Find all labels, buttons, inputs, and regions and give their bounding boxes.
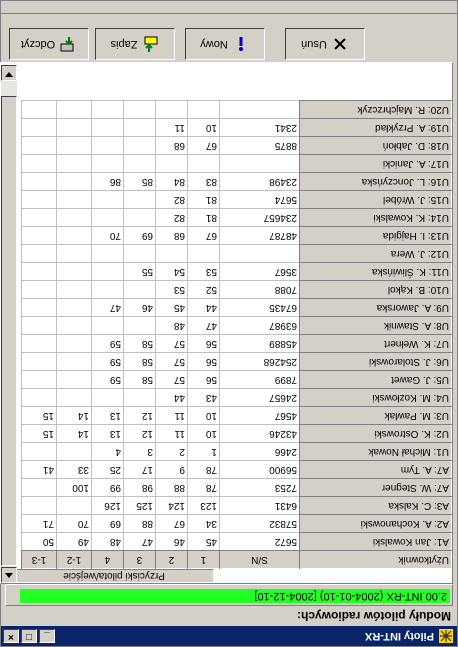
table-row[interactable] xyxy=(22,497,452,515)
table-cell[interactable]: 48787 xyxy=(220,227,300,245)
table-cell[interactable]: 10 xyxy=(188,119,220,137)
table-cell[interactable]: 124 xyxy=(156,497,188,515)
table-cell[interactable]: 43246 xyxy=(220,425,300,443)
scroll-down-button[interactable] xyxy=(1,65,17,81)
info-icon xyxy=(232,35,250,53)
table-cell[interactable] xyxy=(57,497,92,515)
table-row[interactable] xyxy=(22,101,452,119)
table-cell[interactable] xyxy=(57,119,92,137)
table-cell[interactable]: 15 xyxy=(22,407,57,425)
table-row[interactable] xyxy=(22,137,452,155)
table-cell[interactable]: 126 xyxy=(92,497,124,515)
table-cell[interactable] xyxy=(124,101,156,119)
table-cell[interactable]: 2341 xyxy=(220,119,300,137)
table-cell[interactable]: 7088 xyxy=(220,281,300,299)
table-cell[interactable] xyxy=(156,245,188,263)
row-user-name[interactable]: U16: L. Jonczyńska xyxy=(300,173,452,191)
table-cell[interactable]: 56 xyxy=(188,371,220,389)
table-cell[interactable] xyxy=(57,245,92,263)
table-cell[interactable] xyxy=(124,317,156,335)
table-cell[interactable]: 123 xyxy=(188,497,220,515)
table-cell[interactable]: 55 xyxy=(124,263,156,281)
table-cell[interactable] xyxy=(92,119,124,137)
table-cell[interactable]: 47 xyxy=(92,299,124,317)
table-cell[interactable]: 12 xyxy=(124,425,156,443)
table-cell[interactable]: 1 xyxy=(188,443,220,461)
scroll-thumb[interactable] xyxy=(1,96,17,566)
table-cell[interactable]: 59 xyxy=(92,371,124,389)
status-panel xyxy=(5,584,453,606)
write-icon xyxy=(141,35,159,53)
table-cell[interactable]: 11 xyxy=(156,407,188,425)
table-cell[interactable]: 58 xyxy=(124,353,156,371)
table-cell[interactable]: 83 xyxy=(188,173,220,191)
table-cell[interactable] xyxy=(22,299,57,317)
table-cell[interactable]: 54 xyxy=(156,263,188,281)
table-cell[interactable]: 82 xyxy=(156,191,188,209)
table-cell[interactable] xyxy=(57,353,92,371)
maximize-button[interactable]: □ xyxy=(21,629,37,643)
table-cell[interactable]: 4567 xyxy=(220,407,300,425)
table-cell[interactable]: 6431 xyxy=(220,497,300,515)
table-cell[interactable] xyxy=(92,155,124,173)
table-cell[interactable] xyxy=(57,371,92,389)
row-user-name[interactable]: A2: A. Kochanowski xyxy=(300,515,452,533)
vertical-scrollbar[interactable] xyxy=(1,65,17,583)
app-icon xyxy=(439,629,453,643)
row-user-name[interactable]: A7: A. Tym xyxy=(300,461,452,479)
row-user-name[interactable]: U1: Michał Nowak xyxy=(300,443,452,461)
column-header[interactable]: Użytkownik xyxy=(300,551,452,569)
users-grid[interactable] xyxy=(0,62,453,584)
column-header[interactable]: 4 xyxy=(92,551,124,569)
table-cell[interactable] xyxy=(22,101,57,119)
table-cell[interactable] xyxy=(57,173,92,191)
table-cell[interactable]: 82 xyxy=(156,209,188,227)
column-header[interactable]: S/N xyxy=(220,551,300,569)
table-cell[interactable] xyxy=(124,281,156,299)
table-cell[interactable]: 50 xyxy=(22,533,57,551)
table-cell[interactable] xyxy=(22,155,57,173)
table-cell[interactable]: 10 xyxy=(188,407,220,425)
table-cell[interactable]: 13 xyxy=(92,425,124,443)
table-row[interactable] xyxy=(22,119,452,137)
table-cell[interactable] xyxy=(22,263,57,281)
row-user-name[interactable]: U20: R. Majchrzczyk xyxy=(300,101,452,119)
table-cell[interactable]: 14 xyxy=(57,425,92,443)
row-user-name[interactable]: A1: Jan Kowalski xyxy=(300,533,452,551)
new-label: Nowy xyxy=(200,38,228,50)
table-cell[interactable]: 3 xyxy=(124,443,156,461)
table-cell[interactable]: 67 xyxy=(188,227,220,245)
table-cell[interactable] xyxy=(92,317,124,335)
users-table[interactable] xyxy=(21,100,452,569)
table-cell[interactable]: 125 xyxy=(124,497,156,515)
table-cell[interactable]: 70 xyxy=(57,515,92,533)
table-cell[interactable] xyxy=(188,155,220,173)
minimize-button[interactable]: _ xyxy=(39,629,55,643)
row-user-name[interactable]: U13: I. Hajgida xyxy=(300,227,452,245)
table-cell[interactable]: 70 xyxy=(92,227,124,245)
write-label: Zapis xyxy=(110,38,138,50)
row-user-name[interactable]: A7: W. Stegner xyxy=(300,479,452,497)
table-row[interactable] xyxy=(22,299,452,317)
table-cell[interactable] xyxy=(124,137,156,155)
table-cell[interactable] xyxy=(57,209,92,227)
table-cell[interactable]: 44 xyxy=(188,299,220,317)
table-cell[interactable] xyxy=(22,191,57,209)
table-cell[interactable]: 63987 xyxy=(220,317,300,335)
table-cell[interactable]: 47 xyxy=(124,533,156,551)
table-cell[interactable] xyxy=(156,101,188,119)
table-cell[interactable]: 57832 xyxy=(220,515,300,533)
table-cell[interactable]: 71 xyxy=(22,515,57,533)
table-cell[interactable]: 23498 xyxy=(220,173,300,191)
title-bar[interactable] xyxy=(1,626,457,646)
table-cell[interactable]: 254268 xyxy=(220,353,300,371)
table-cell[interactable] xyxy=(22,353,57,371)
table-cell[interactable]: 5674 xyxy=(220,191,300,209)
table-cell[interactable]: 53 xyxy=(156,281,188,299)
table-cell[interactable] xyxy=(22,119,57,137)
table-row[interactable] xyxy=(22,371,452,389)
table-cell[interactable]: 7253 xyxy=(220,479,300,497)
table-row[interactable] xyxy=(22,479,452,497)
table-cell[interactable] xyxy=(22,479,57,497)
table-cell[interactable] xyxy=(124,155,156,173)
table-row[interactable] xyxy=(22,317,452,335)
table-cell[interactable]: 25 xyxy=(92,461,124,479)
table-cell[interactable]: 10 xyxy=(188,425,220,443)
arrow-up-icon xyxy=(5,573,13,579)
table-cell[interactable] xyxy=(124,245,156,263)
table-cell[interactable]: 7899 xyxy=(220,371,300,389)
table-cell[interactable]: 81 xyxy=(188,209,220,227)
row-user-name[interactable]: U18: D. Jabłoń xyxy=(300,137,452,155)
row-user-name[interactable]: U6: J. Stolarowski xyxy=(300,353,452,371)
table-cell[interactable]: 24657 xyxy=(220,389,300,407)
table-cell[interactable]: 56 xyxy=(188,353,220,371)
scroll-up-button[interactable] xyxy=(1,567,17,583)
table-cell[interactable]: 43 xyxy=(188,389,220,407)
table-cell[interactable] xyxy=(22,443,57,461)
header-row xyxy=(22,551,452,569)
table-cell[interactable]: 53 xyxy=(188,263,220,281)
table-cell[interactable] xyxy=(22,371,57,389)
delete-label: Usuń xyxy=(301,38,327,50)
table-cell[interactable]: 59 xyxy=(92,353,124,371)
table-cell[interactable] xyxy=(57,281,92,299)
row-user-name[interactable]: U17: A. Janicki xyxy=(300,155,452,173)
table-cell[interactable]: 57 xyxy=(156,371,188,389)
table-cell[interactable] xyxy=(124,389,156,407)
table-cell[interactable] xyxy=(92,191,124,209)
read-icon xyxy=(59,35,77,53)
table-cell[interactable]: 11 xyxy=(156,425,188,443)
table-cell[interactable] xyxy=(57,137,92,155)
table-cell[interactable] xyxy=(22,281,57,299)
table-cell[interactable]: 56900 xyxy=(220,461,300,479)
table-row[interactable] xyxy=(22,335,452,353)
table-cell[interactable]: 86 xyxy=(92,173,124,191)
table-cell[interactable]: 98 xyxy=(124,479,156,497)
table-cell[interactable]: 57 xyxy=(156,335,188,353)
table-cell[interactable] xyxy=(92,101,124,119)
table-cell[interactable] xyxy=(92,389,124,407)
table-cell[interactable]: 69 xyxy=(92,515,124,533)
table-cell[interactable] xyxy=(92,281,124,299)
row-user-name[interactable]: U19: A. Przykład xyxy=(300,119,452,137)
status-bar: 2.00 INT-RX (2004-01-10) [2004-12-10] xyxy=(20,589,450,603)
row-user-name[interactable]: A3: C. Kalska xyxy=(300,497,452,515)
table-cell[interactable] xyxy=(22,209,57,227)
table-cell[interactable]: 67 xyxy=(188,137,220,155)
table-cell[interactable]: 15 xyxy=(22,425,57,443)
table-cell[interactable] xyxy=(188,245,220,263)
table-cell[interactable] xyxy=(220,155,300,173)
table-row[interactable] xyxy=(22,425,452,443)
table-cell[interactable]: 100 xyxy=(57,479,92,497)
table-cell[interactable]: 48 xyxy=(156,317,188,335)
table-cell[interactable]: 68 xyxy=(156,137,188,155)
table-cell[interactable]: 84 xyxy=(156,173,188,191)
row-user-name[interactable]: U11: K. Śliwińska xyxy=(300,263,452,281)
table-cell[interactable]: 85 xyxy=(124,173,156,191)
table-cell[interactable]: 9 xyxy=(156,461,188,479)
table-cell[interactable]: 58 xyxy=(124,371,156,389)
table-cell[interactable]: 67 xyxy=(156,515,188,533)
table-cell[interactable] xyxy=(92,137,124,155)
table-cell[interactable]: 46 xyxy=(156,533,188,551)
bottom-strip xyxy=(1,1,457,14)
table-cell[interactable] xyxy=(22,227,57,245)
table-cell[interactable] xyxy=(22,137,57,155)
table-cell[interactable] xyxy=(57,227,92,245)
read-label: Odczyt xyxy=(20,38,56,50)
row-user-name[interactable]: U4: M. Kozłowski xyxy=(300,389,452,407)
table-row[interactable] xyxy=(22,281,452,299)
table-cell[interactable]: 8875 xyxy=(220,137,300,155)
table-cell[interactable] xyxy=(92,245,124,263)
row-user-name[interactable]: U2: K. Ostrowski xyxy=(300,425,452,443)
table-cell[interactable]: 2 xyxy=(156,443,188,461)
table-cell[interactable] xyxy=(156,155,188,173)
table-cell[interactable]: 57 xyxy=(156,353,188,371)
column-header[interactable]: 1-3 xyxy=(22,551,57,569)
table-cell[interactable] xyxy=(57,389,92,407)
table-row[interactable] xyxy=(22,515,452,533)
table-cell[interactable]: 45889 xyxy=(220,335,300,353)
column-header[interactable]: 1-2 xyxy=(57,551,92,569)
delete-x-icon xyxy=(331,35,349,53)
table-cell[interactable] xyxy=(57,335,92,353)
column-header[interactable]: 1 xyxy=(188,551,220,569)
table-cell[interactable] xyxy=(57,155,92,173)
table-cell[interactable]: 52 xyxy=(188,281,220,299)
table-cell[interactable] xyxy=(57,317,92,335)
table-cell[interactable]: 3567 xyxy=(220,263,300,281)
row-user-name[interactable]: U14: K. Kowalski xyxy=(300,209,452,227)
table-cell[interactable] xyxy=(124,191,156,209)
table-cell[interactable] xyxy=(22,245,57,263)
table-cell[interactable]: 78 xyxy=(188,479,220,497)
table-cell[interactable]: 47 xyxy=(188,317,220,335)
section-label: Moduły pilotów radiowych: xyxy=(297,609,451,623)
table-row[interactable] xyxy=(22,353,452,371)
toolbar xyxy=(5,18,453,60)
table-cell[interactable] xyxy=(57,299,92,317)
table-row[interactable] xyxy=(22,191,452,209)
table-cell[interactable]: 56 xyxy=(188,335,220,353)
table-cell[interactable] xyxy=(188,101,220,119)
row-user-name[interactable]: U10: B. Kąkol xyxy=(300,281,452,299)
table-cell[interactable]: 4 xyxy=(92,443,124,461)
table-cell[interactable]: 78 xyxy=(188,461,220,479)
table-cell[interactable] xyxy=(22,335,57,353)
row-user-name[interactable]: U9: A. Jaworska xyxy=(300,299,452,317)
table-cell[interactable]: 99 xyxy=(92,479,124,497)
table-cell[interactable]: 81 xyxy=(188,191,220,209)
table-cell[interactable] xyxy=(57,263,92,281)
read-button[interactable] xyxy=(9,28,89,60)
table-cell[interactable] xyxy=(22,389,57,407)
table-cell[interactable] xyxy=(22,497,57,515)
table-cell[interactable]: 14 xyxy=(57,407,92,425)
table-cell[interactable]: 234657 xyxy=(220,209,300,227)
window-title: Piloty INT-RX xyxy=(364,630,434,642)
table-row[interactable] xyxy=(22,209,452,227)
table-cell[interactable]: 58 xyxy=(124,335,156,353)
table-cell[interactable]: 69 xyxy=(124,227,156,245)
table-row[interactable] xyxy=(22,389,452,407)
table-cell[interactable] xyxy=(22,317,57,335)
table-cell[interactable]: 34 xyxy=(188,515,220,533)
close-button[interactable]: × xyxy=(3,629,19,643)
table-row[interactable] xyxy=(22,155,452,173)
table-cell[interactable] xyxy=(92,209,124,227)
table-row[interactable] xyxy=(22,227,452,245)
table-cell[interactable]: 59 xyxy=(92,335,124,353)
table-cell[interactable]: 41 xyxy=(22,461,57,479)
table-cell[interactable]: 33 xyxy=(57,461,92,479)
table-cell[interactable]: 5672 xyxy=(220,533,300,551)
arrow-down-icon xyxy=(5,71,13,77)
table-row[interactable] xyxy=(22,407,452,425)
table-cell[interactable]: 48 xyxy=(92,533,124,551)
table-row[interactable] xyxy=(22,533,452,551)
table-cell[interactable] xyxy=(57,443,92,461)
row-user-name[interactable]: U15: J. Wróbel xyxy=(300,191,452,209)
table-cell[interactable]: 45 xyxy=(188,533,220,551)
table-row[interactable] xyxy=(22,173,452,191)
table-cell[interactable]: 17 xyxy=(124,461,156,479)
table-row[interactable] xyxy=(22,443,452,461)
table-cell[interactable] xyxy=(220,245,300,263)
table-cell[interactable] xyxy=(57,191,92,209)
table-cell[interactable] xyxy=(124,119,156,137)
table-cell[interactable]: 45 xyxy=(156,299,188,317)
table-cell[interactable]: 13 xyxy=(92,407,124,425)
column-header[interactable]: 2 xyxy=(156,551,188,569)
table-cell[interactable] xyxy=(57,101,92,119)
column-header[interactable]: 3 xyxy=(124,551,156,569)
table-cell[interactable]: 88 xyxy=(156,479,188,497)
table-cell[interactable]: 46 xyxy=(124,299,156,317)
table-cell[interactable]: 11 xyxy=(156,119,188,137)
table-cell[interactable]: 2466 xyxy=(220,443,300,461)
table-cell[interactable]: 44 xyxy=(156,389,188,407)
table-cell[interactable] xyxy=(22,173,57,191)
table-cell[interactable] xyxy=(124,209,156,227)
row-user-name[interactable]: U5: J. Gawet xyxy=(300,371,452,389)
delete-button[interactable] xyxy=(285,28,365,60)
table-row[interactable] xyxy=(22,245,452,263)
row-user-name[interactable]: U3: M. Pawlak xyxy=(300,407,452,425)
table-cell[interactable]: 68 xyxy=(156,227,188,245)
table-cell[interactable]: 88 xyxy=(124,515,156,533)
table-row[interactable] xyxy=(22,263,452,281)
group-header: Przyciski pilota/wejście xyxy=(14,569,214,583)
table-cell[interactable]: 67435 xyxy=(220,299,300,317)
table-row[interactable] xyxy=(22,461,452,479)
row-user-name[interactable]: U8: A. Stawnik xyxy=(300,317,452,335)
row-user-name[interactable]: U12: J. Wera xyxy=(300,245,452,263)
table-cell[interactable] xyxy=(220,101,300,119)
row-user-name[interactable]: U7: K. Wełnert xyxy=(300,335,452,353)
new-button[interactable] xyxy=(185,28,265,60)
write-button[interactable] xyxy=(95,28,175,60)
table-cell[interactable]: 12 xyxy=(124,407,156,425)
table-cell[interactable]: 49 xyxy=(57,533,92,551)
table-cell[interactable] xyxy=(92,263,124,281)
